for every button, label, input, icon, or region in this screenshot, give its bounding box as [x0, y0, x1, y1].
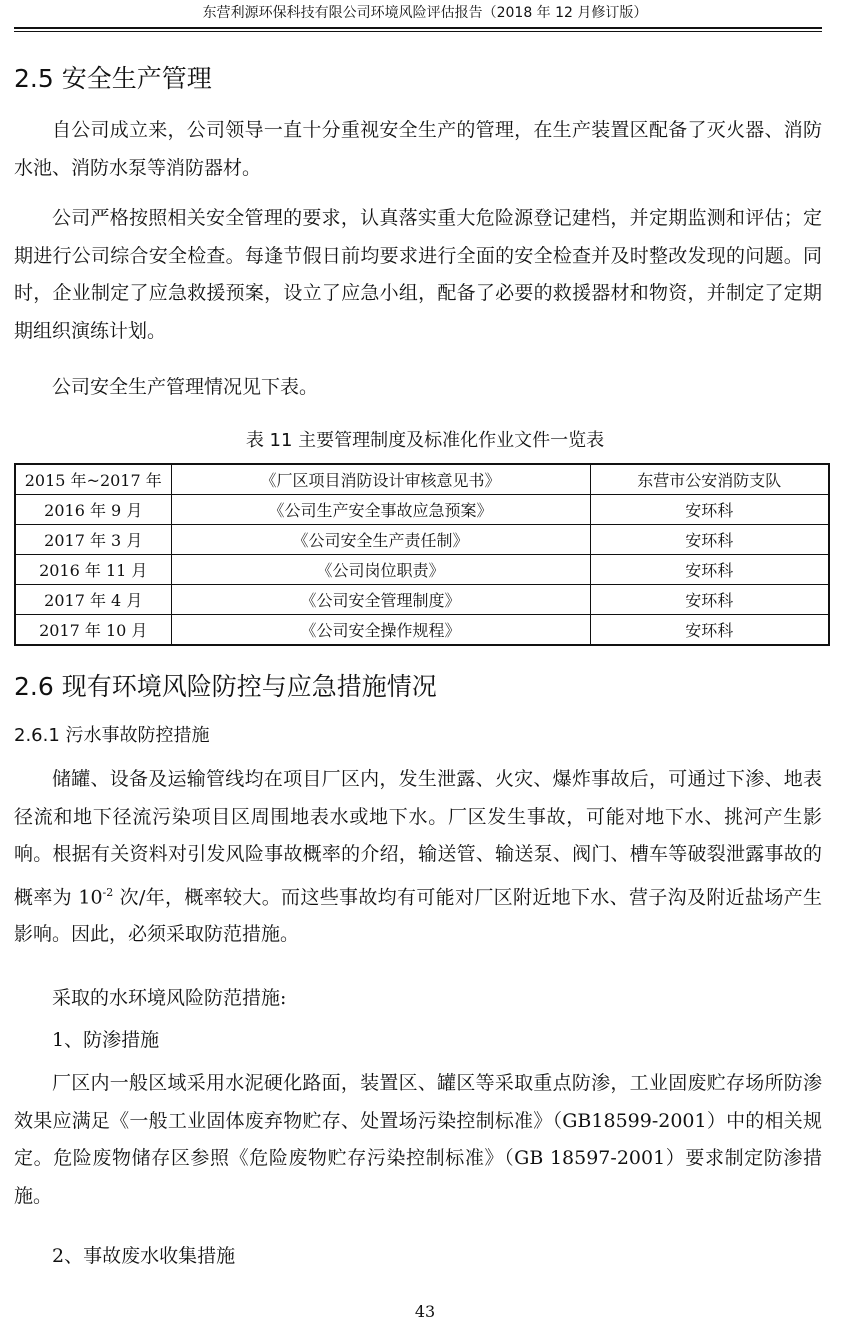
- date-cell: 2017 年 4 月: [15, 585, 171, 615]
- management-documents-table: [14, 463, 830, 646]
- section-2-6-1-heading: 2.6.1 污水事故防控措施: [14, 725, 210, 746]
- table-caption: 表 11 主要管理制度及标准化作业文件一览表: [245, 430, 605, 451]
- document-cell: 《公司岗位职责》: [171, 555, 590, 585]
- page-number: 43: [414, 1302, 436, 1321]
- date-cell: 2017 年 10 月: [15, 615, 171, 646]
- document-cell: 《公司安全管理制度》: [171, 585, 590, 615]
- issuer-cell: 安环科: [590, 615, 829, 646]
- table-row: [15, 615, 829, 646]
- header-rule-thin: [14, 31, 822, 32]
- item-1-title: 1、防渗措施: [52, 1029, 160, 1051]
- section-2-6-heading: 2.6 现有环境风险防控与应急措施情况: [14, 672, 437, 701]
- section-2-6-1-paragraph-2: 采取的水环境风险防范措施:: [52, 987, 287, 1009]
- issuer-cell: 安环科: [590, 555, 829, 585]
- page-header: 东营利源环保科技有限公司环境风险评估报告（2018 年 12 月修订版）: [202, 5, 648, 21]
- issuer-cell: 东营市公安消防支队: [590, 464, 829, 495]
- section-2-5-paragraph-3: 公司安全生产管理情况见下表。: [52, 376, 319, 398]
- document-cell: 《公司安全操作规程》: [171, 615, 590, 646]
- date-cell: 2015 年~2017 年: [15, 464, 171, 495]
- issuer-cell: 安环科: [590, 525, 829, 555]
- table-row: [15, 555, 829, 585]
- date-cell: 2017 年 3 月: [15, 525, 171, 555]
- exponent: -2: [102, 885, 114, 899]
- section-2-5-paragraph-2: 公司严格按照相关安全管理的要求，认真落实重大危险源登记建档，并定期监测和评估；定期进行公司综合安全检查。每逢节假日前均要求进行全面的安全检查并及时整改发现的问题。同时，企业制定了应急救援预案，设立了应急小组，配备了必要的救援器材和物资，并制定了定期期组织演练计划。: [14, 207, 822, 342]
- table-row: [15, 585, 829, 615]
- date-cell: 2016 年 9 月: [15, 495, 171, 525]
- issuer-cell: 安环科: [590, 495, 829, 525]
- table-row: [15, 525, 829, 555]
- issuer-cell: 安环科: [590, 585, 829, 615]
- document-cell: 《公司生产安全事故应急预案》: [171, 495, 590, 525]
- section-2-5-heading: 2.5 安全生产管理: [14, 64, 212, 93]
- section-2-6-1-paragraph-3: 厂区内一般区域采用水泥硬化路面，装置区、罐区等采取重点防渗，工业固废贮存场所防渗效果应满足《一般工业固体废弃物贮存、处置场污染控制标准》（GB18599-2001）中的相关规定。危险废物储存区参照《危险废物贮存污染控制标准》（GB 18597-2001）要求制定防渗措施。: [14, 1072, 822, 1207]
- table-row: [15, 495, 829, 525]
- paragraph-text: 次/年，概率较大。而这些事故均有可能对厂区附近地下水、营子沟及附近盐场产生影响。因此，必须采取防范措施。: [14, 885, 822, 946]
- date-cell: 2016 年 11 月: [15, 555, 171, 585]
- header-rule-thick: [14, 27, 822, 29]
- item-2-title: 2、事故废水收集措施: [52, 1245, 236, 1267]
- document-cell: 《厂区项目消防设计审核意见书》: [171, 464, 590, 495]
- paragraph-text: 储罐、设备及运输管线均在项目厂区内，发生泄露、火灾、爆炸事故后，可通过下渗、地表径流和地下径流污染项目区周围地表水或地下水。厂区发生事故，可能对地下水、挑河产生影响。根据有关资料对引发风险事故概率的介绍，输送管、输送泵、阀门、槽车等破裂泄露事故的概率为 10: [14, 768, 822, 908]
- table-row: [15, 464, 829, 495]
- section-2-6-1-paragraph-1: [14, 761, 822, 954]
- section-2-5-paragraph-1: 自公司成立来，公司领导一直十分重视安全生产的管理，在生产装置区配备了灭火器、消防水池、消防水泵等消防器材。: [14, 119, 822, 179]
- document-cell: 《公司安全生产责任制》: [171, 525, 590, 555]
